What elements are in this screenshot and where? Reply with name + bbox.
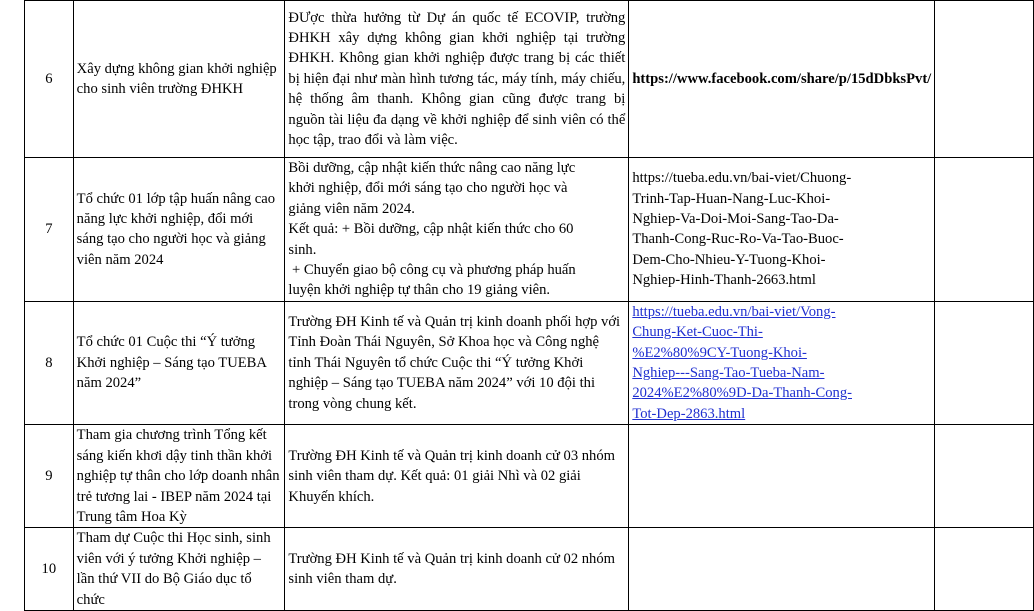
link-line[interactable]: 2024%E2%80%9D-Da-Thanh-Cong- [632, 385, 852, 402]
link-cell[interactable] [629, 158, 935, 302]
link-line[interactable]: Trinh-Tap-Huan-Nang-Luc-Khoi- [632, 190, 831, 207]
link-line[interactable]: Tot-Dep-2863.html [632, 405, 746, 422]
description-line: luyện khởi nghiệp tự thân cho 19 giảng viên. [288, 282, 551, 299]
row-number: 7 [25, 158, 74, 302]
row-number: 8 [25, 301, 74, 424]
activity-cell: Tổ chức 01 lớp tập huấn nâng cao năng lực khởi nghiệp, đổi mới sáng tạo cho người học và giảng viên năm 2024 [73, 158, 285, 302]
link-line[interactable]: Nghiep---Sang-Tao-Tueba-Nam- [632, 365, 825, 382]
link-cell [629, 425, 935, 528]
link-line[interactable]: Dem-Cho-Nhieu-Y-Tuong-Khoi- [632, 251, 826, 268]
note-cell [935, 425, 1034, 528]
table-row [25, 425, 1034, 528]
link-line[interactable]: https://tueba.edu.vn/bai-viet/Vong- [632, 303, 836, 320]
note-cell [935, 301, 1034, 424]
link-line[interactable]: Thanh-Cong-Ruc-Ro-Va-Tao-Buoc- [632, 231, 844, 248]
link-line[interactable]: https://tueba.edu.vn/bai-viet/Chuong- [632, 170, 852, 187]
link-cell[interactable]: https://www.facebook.com/share/p/15dDbksPvt/ [629, 1, 935, 158]
description-line: giảng viên năm 2024. [288, 200, 415, 217]
link-line[interactable]: Nghiep-Hinh-Thanh-2663.html [632, 272, 816, 289]
table-row [25, 301, 1034, 424]
description-cell: ĐƯợc thừa hưởng từ Dự án quốc tế ECOVIP, trường ĐHKH xây dựng không gian khởi nghiệp tại trường ĐHKH. Không gian khởi nghiệp được trang bị các thiết bị hiện đại như màn hình tương tác, máy tính, máy chiếu, hệ thống âm thanh. Không gian cũng được trang bị nguồn tài liệu đa dạng về khởi nghiệp để sinh viên có thể học tập, trao đổi và làm việc. [285, 1, 629, 158]
description-line: khởi nghiệp, đổi mới sáng tạo cho người học và [288, 180, 568, 197]
link-cell[interactable] [629, 301, 935, 424]
activity-table [24, 0, 1034, 611]
table-row [25, 158, 1034, 302]
note-cell [935, 528, 1034, 611]
description-cell: Trường ĐH Kinh tế và Quản trị kinh doanh phối hợp với Tỉnh Đoàn Thái Nguyên, Sở Khoa học và Công nghệ tỉnh Thái Nguyên tổ chức Cuộc thi “Ý tưởng Khởi nghiệp – Sáng tạo TUEBA năm 2024” với 10 đội thi trong vòng chung kết. [285, 301, 629, 424]
description-cell [285, 158, 629, 302]
row-number: 6 [25, 1, 74, 158]
link-cell [629, 528, 935, 611]
row-number: 9 [25, 425, 74, 528]
note-cell [935, 158, 1034, 302]
row-number: 10 [25, 528, 74, 611]
description-cell: Trường ĐH Kinh tế và Quản trị kinh doanh cử 03 nhóm sinh viên tham dự. Kết quả: 01 giải Nhì và 02 giải Khuyến khích. [285, 425, 629, 528]
activity-cell: Tổ chức 01 Cuộc thi “Ý tưởng Khởi nghiệp – Sáng tạo TUEBA năm 2024” [73, 301, 285, 424]
link-line[interactable]: Chung-Ket-Cuoc-Thi- [632, 324, 763, 341]
table-row [25, 1, 1034, 158]
description-line: + Chuyển giao bộ công cụ và phương pháp huấn [288, 262, 576, 279]
description-cell: Trường ĐH Kinh tế và Quản trị kinh doanh cử 02 nhóm sinh viên tham dự. [285, 528, 629, 611]
description-line: Bồi dưỡng, cập nhật kiến thức nâng cao năng lực [288, 160, 576, 176]
activity-cell: Tham gia chương trình Tổng kết sáng kiến khơi dậy tinh thần khởi nghiệp tự thân cho lớp doanh nhân trẻ tương lai - IBEP năm 2024 tại Trung tâm Hoa Kỳ [73, 425, 285, 528]
note-cell [935, 1, 1034, 158]
activity-cell: Tham dự Cuộc thi Học sinh, sinh viên với ý tưởng Khởi nghiệp – lần thứ VII do Bộ Giáo dục tổ chức [73, 528, 285, 611]
description-line: sinh. [288, 241, 317, 258]
link-line[interactable]: %E2%80%9CY-Tuong-Khoi- [632, 344, 807, 361]
activity-cell: Xây dựng không gian khởi nghiệp cho sinh viên trường ĐHKH [73, 1, 285, 158]
link-line[interactable]: Nghiep-Va-Doi-Moi-Sang-Tao-Da- [632, 211, 839, 228]
description-line: Kết quả: + Bồi dưỡng, cập nhật kiến thức cho 60 [288, 221, 574, 238]
table-row [25, 528, 1034, 611]
